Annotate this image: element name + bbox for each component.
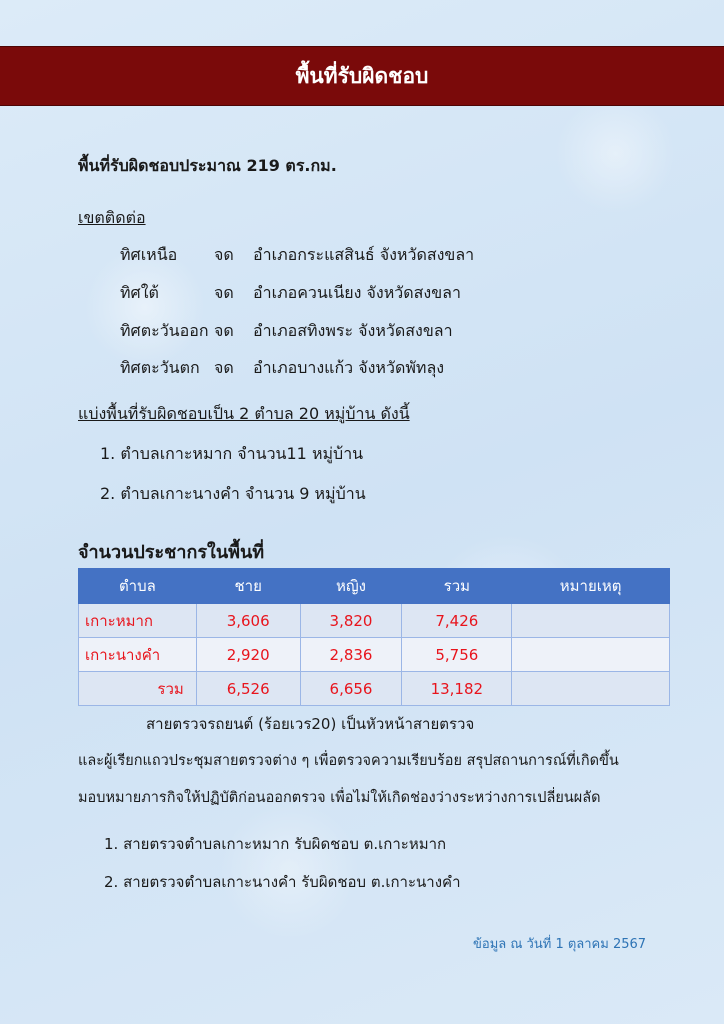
page-title-banner xyxy=(0,46,724,106)
cell-male: 3,606 xyxy=(196,604,300,638)
page-title: พื้นที่รับผิดชอบ xyxy=(295,63,429,88)
area-statement: พื้นที่รับผิดชอบประมาณ 219 ตร.กม. xyxy=(78,156,337,175)
table-header-row xyxy=(79,569,670,604)
column-header: รวม xyxy=(402,569,512,604)
data-date-note: ข้อมูล ณ วันที่ 1 ตุลาคม 2567 xyxy=(473,937,647,952)
border-row-south xyxy=(0,281,724,303)
column-header: หญิง xyxy=(300,569,402,604)
border-destination: อำเภอสทิงพระ จังหวัดสงขลา xyxy=(253,321,453,340)
column-header: หมายเหตุ xyxy=(512,569,670,604)
cell-note xyxy=(512,672,670,706)
border-row-west xyxy=(0,356,724,378)
border-jd: จด xyxy=(214,283,234,302)
cell-male: 6,526 xyxy=(196,672,300,706)
cell-male: 2,920 xyxy=(196,638,300,672)
table-total-row xyxy=(79,672,670,706)
division-item: 1. ตำบลเกาะหมาก จำนวน11 หมู่บ้าน xyxy=(100,444,364,463)
column-header: ตำบล xyxy=(79,569,197,604)
table-row xyxy=(79,638,670,672)
border-direction: ทิศตะวันออก xyxy=(120,321,209,340)
cell-subdistrict: เกาะหมาก xyxy=(79,604,197,638)
table-row xyxy=(79,604,670,638)
cell-subdistrict: เกาะนางคำ xyxy=(79,638,197,672)
paragraph-line: และผู้เรียกแถวประชุมสายตรวจต่าง ๆ เพื่อตรวจความเรียบร้อย สรุปสถานการณ์ที่เกิดขึ้น xyxy=(78,753,619,769)
paragraph-line: สายตรวจรถยนต์ (ร้อยเวร20) เป็นหัวหน้าสายตรวจ xyxy=(146,715,475,733)
cell-note xyxy=(512,638,670,672)
cell-female: 2,836 xyxy=(300,638,402,672)
population-table xyxy=(78,568,670,706)
cell-total-label: รวม xyxy=(79,672,197,706)
cell-total: 7,426 xyxy=(402,604,512,638)
border-row-east xyxy=(0,319,724,341)
border-destination: อำเภอกระแสสินธ์ จังหวัดสงขลา xyxy=(253,245,475,264)
division-heading: แบ่งพื้นที่รับผิดชอบเป็น 2 ตำบล 20 หมู่บ้าน ดังนี้ xyxy=(78,404,410,423)
patrol-item: 2. สายตรวจตำบลเกาะนางคำ รับผิดชอบ ต.เกาะนางคำ xyxy=(104,873,461,891)
border-direction: ทิศใต้ xyxy=(120,283,159,302)
border-destination: อำเภอบางแก้ว จังหวัดพัทลุง xyxy=(253,358,445,377)
border-jd: จด xyxy=(214,245,234,264)
cell-total: 5,756 xyxy=(402,638,512,672)
population-heading: จำนวนประชากรในพื้นที่ xyxy=(78,542,265,563)
cell-total: 13,182 xyxy=(402,672,512,706)
border-jd: จด xyxy=(214,321,234,340)
column-header: ชาย xyxy=(196,569,300,604)
cell-note xyxy=(512,604,670,638)
border-direction: ทิศตะวันตก xyxy=(120,358,200,377)
border-destination: อำเภอควนเนียง จังหวัดสงขลา xyxy=(253,283,461,302)
patrol-item: 1. สายตรวจตำบลเกาะหมาก รับผิดชอบ ต.เกาะหมาก xyxy=(104,835,447,853)
paragraph-line: มอบหมายภารกิจให้ปฏิบัติก่อนออกตรวจ เพื่อไม่ให้เกิดช่องว่างระหว่างการเปลี่ยนผลัด xyxy=(78,790,601,806)
border-row-north xyxy=(0,243,724,265)
borders-heading: เขตติดต่อ xyxy=(78,208,146,227)
cell-female: 6,656 xyxy=(300,672,402,706)
border-direction: ทิศเหนือ xyxy=(120,245,178,264)
division-item: 2. ตำบลเกาะนางคำ จำนวน 9 หมู่บ้าน xyxy=(100,484,366,503)
border-jd: จด xyxy=(214,358,234,377)
cell-female: 3,820 xyxy=(300,604,402,638)
